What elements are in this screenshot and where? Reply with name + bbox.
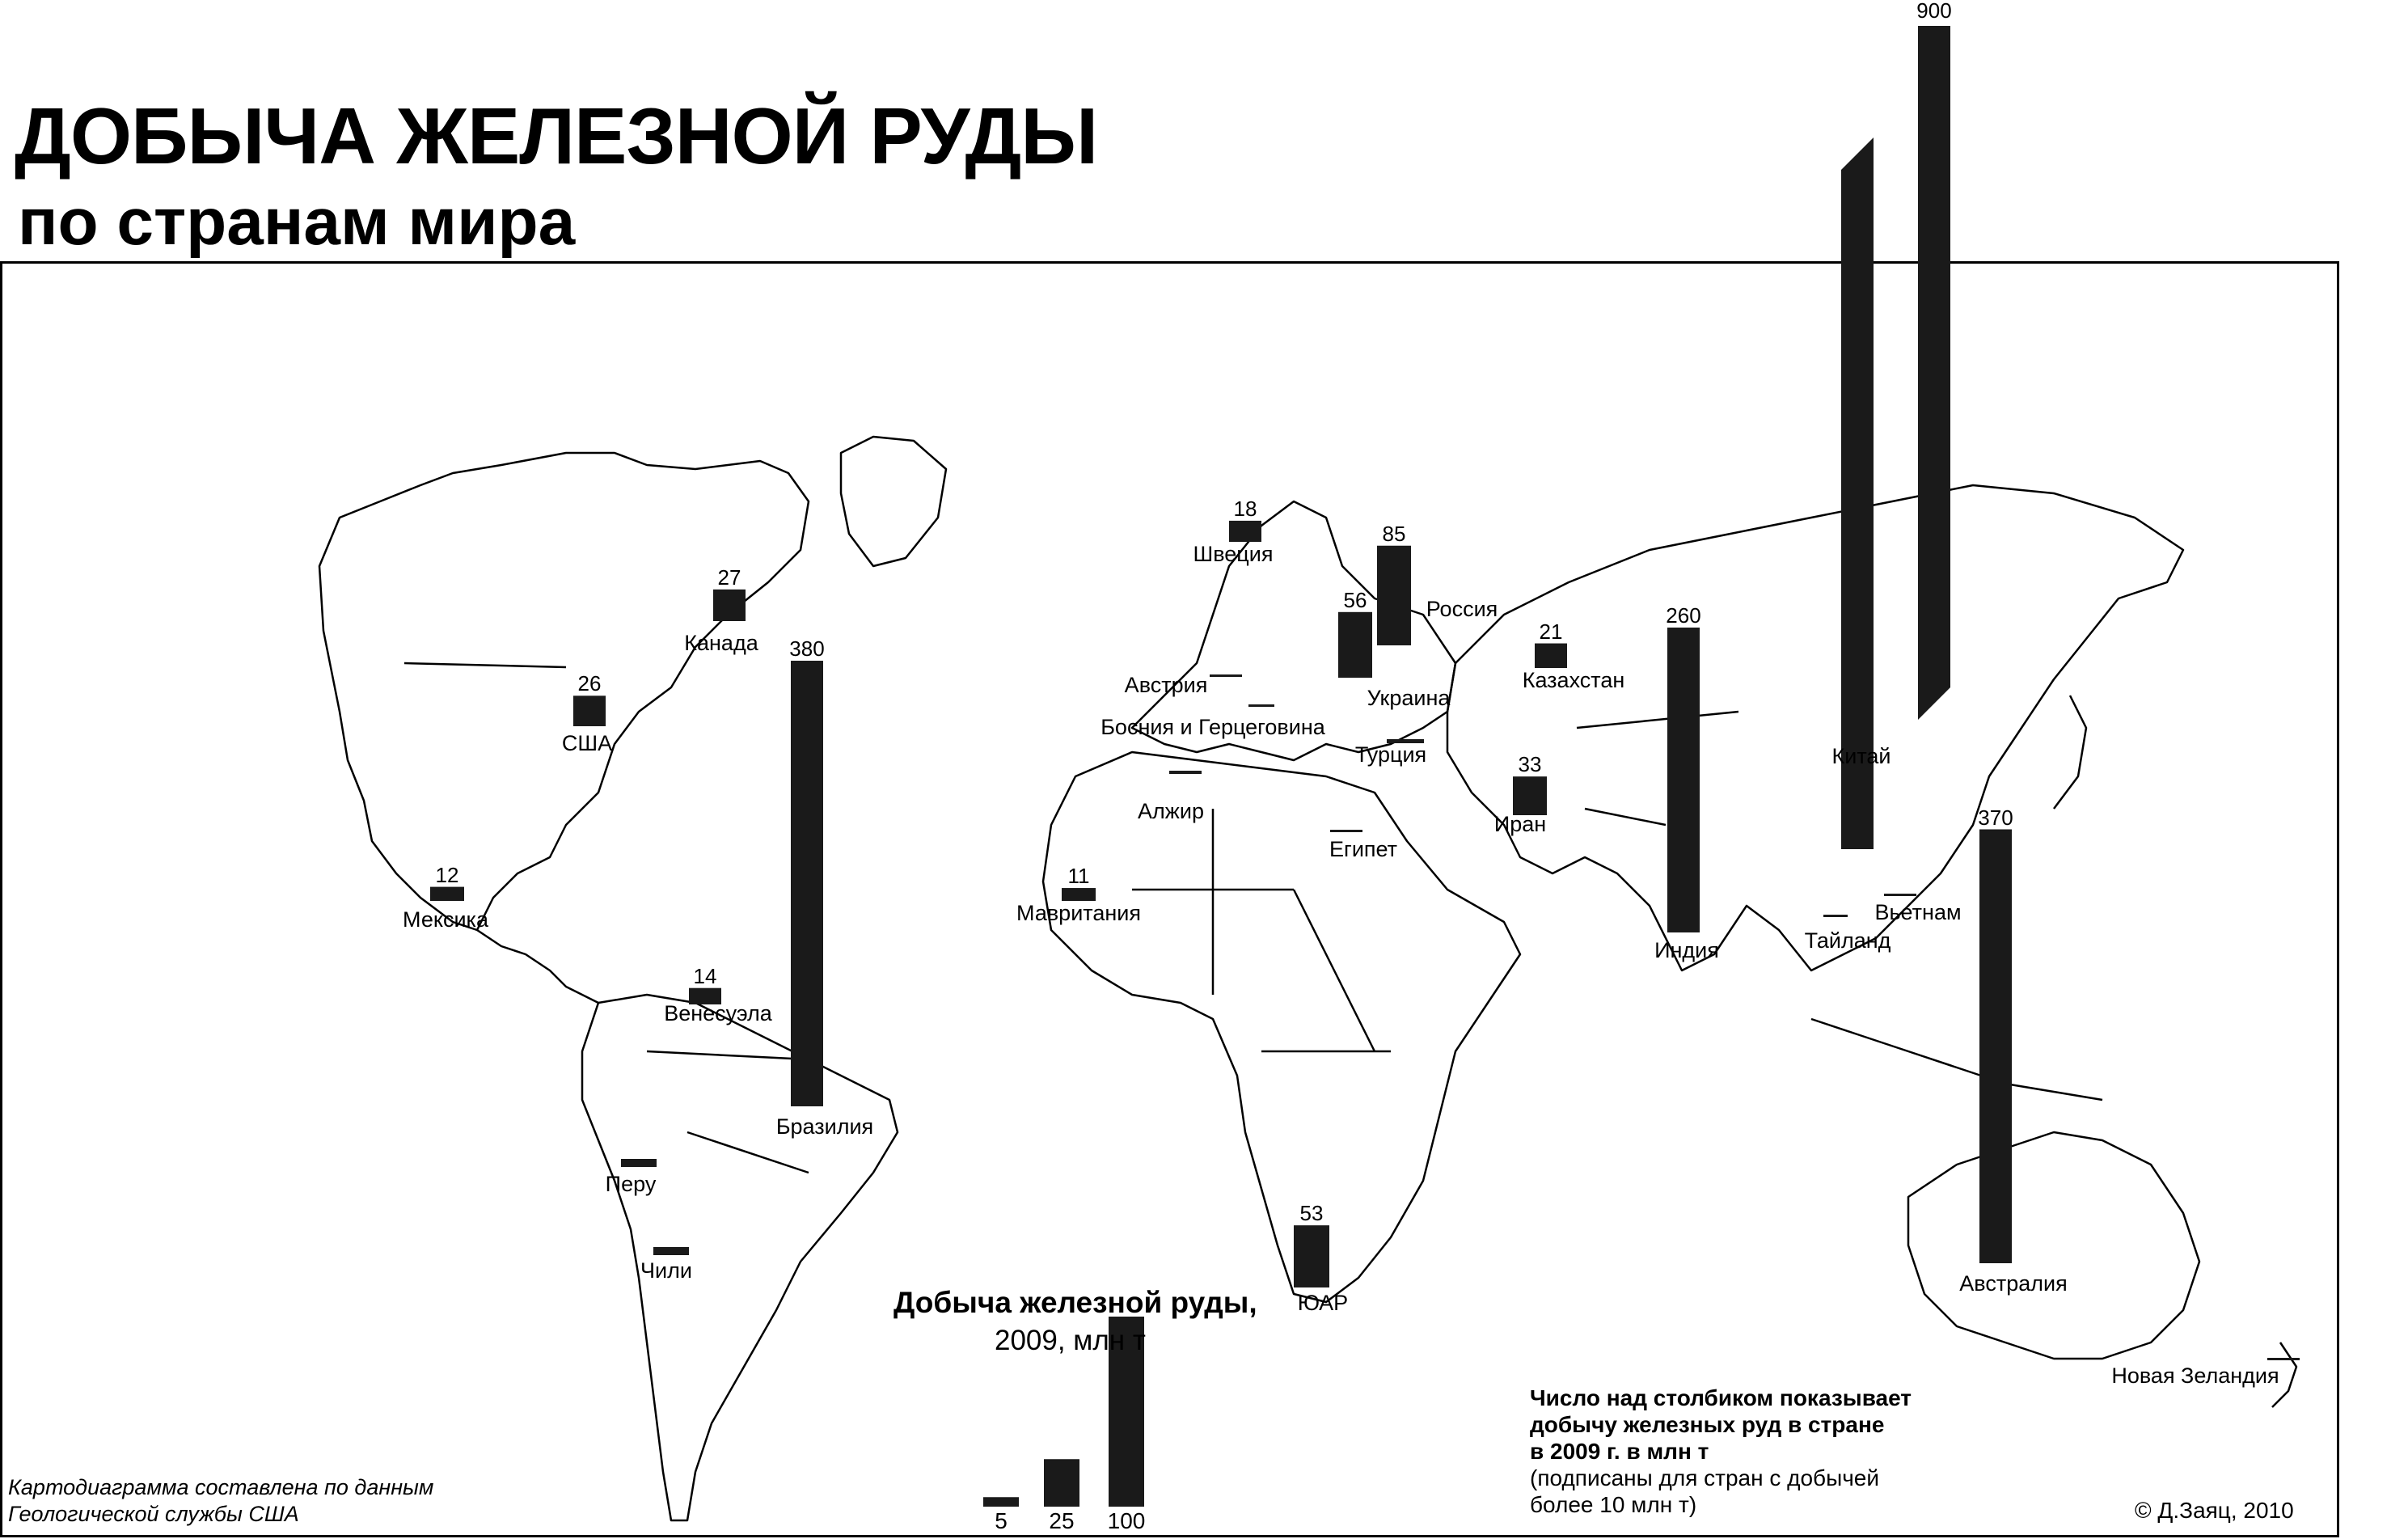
- production-bars: [430, 26, 2300, 1360]
- country-label-9: США: [561, 731, 613, 755]
- asia-outline: [1447, 485, 2183, 970]
- country-label-11: Швеция: [1193, 542, 1274, 566]
- source-note: [8, 1474, 574, 1528]
- value-label-8: 27: [717, 564, 741, 590]
- note-line-1: Число над столбиком показывает: [1530, 1385, 1912, 1410]
- bar-21: [1248, 704, 1274, 707]
- country-label-7: Иран: [1493, 812, 1547, 836]
- bar-20: [1210, 674, 1242, 677]
- source-line-2: Геологической службы США: [8, 1502, 299, 1526]
- bar-6: [1294, 1225, 1329, 1287]
- bar-10: [1535, 644, 1567, 668]
- country-label-17: Турция: [1354, 742, 1427, 767]
- bar-16: [653, 1247, 689, 1255]
- explanation-note: [1530, 1385, 1983, 1518]
- australia-outline: [1908, 1132, 2199, 1359]
- value-label-4: 85: [1382, 521, 1406, 546]
- country-label-22: Вьетнам: [1874, 900, 1962, 924]
- country-label-6: ЮАР: [1297, 1291, 1349, 1315]
- bar-2: [1979, 830, 2012, 1264]
- country-label-2: Австралия: [1959, 1271, 2068, 1296]
- country-label-14: Венесуэла: [664, 1001, 772, 1025]
- legend-label-5: 5: [995, 1508, 1008, 1533]
- central-america-outline: [477, 930, 598, 1003]
- legend-bar-5: [983, 1497, 1019, 1507]
- asia-borders: [1577, 712, 1738, 890]
- note-line-3: в 2009 г. в млн т: [1530, 1439, 1709, 1464]
- bar-8: [713, 590, 746, 621]
- bar-24: [2267, 1358, 2300, 1360]
- value-label-7: 33: [1518, 752, 1542, 777]
- bar-china-lower: [1841, 137, 1874, 849]
- bar-1: [791, 661, 823, 1106]
- value-label-2: 370: [1978, 805, 2013, 830]
- country-label-18: Алжир: [1138, 799, 1204, 823]
- note-line-2: добычу железных руд в стране: [1530, 1412, 1885, 1437]
- us-canada-border: [404, 663, 566, 667]
- value-label-10: 21: [1539, 619, 1563, 644]
- legend-bar-25: [1044, 1459, 1079, 1507]
- bar-china-upper: [1918, 26, 1950, 720]
- legend-subtitle: 2009, млн т: [995, 1325, 1146, 1356]
- bar-3: [1667, 628, 1700, 932]
- africa-outline: [1043, 752, 1520, 1302]
- bar-12: [430, 887, 464, 901]
- north-america-outline: [319, 453, 809, 930]
- south-america-outline: [582, 995, 898, 1520]
- country-label-13: Мавритания: [1016, 901, 1141, 925]
- bar-5: [1338, 612, 1372, 678]
- bar-13: [1062, 888, 1096, 901]
- country-label-8: Канада: [684, 631, 758, 655]
- country-label-12: Мексика: [403, 907, 488, 932]
- bar-19: [1330, 830, 1362, 832]
- country-label-1: Бразилия: [775, 1114, 874, 1139]
- value-label-13: 11: [1067, 864, 1090, 889]
- value-label-6: 53: [1299, 1201, 1324, 1226]
- value-label-9: 26: [577, 671, 602, 696]
- legend-title: Добыча железной руды,: [893, 1286, 1257, 1319]
- greenland-outline: [841, 437, 946, 566]
- source-line-1: Картодиаграмма составлена по данным: [8, 1475, 434, 1499]
- value-label-1: 380: [789, 636, 825, 661]
- country-label-15: Перу: [605, 1172, 657, 1196]
- legend-label-100: 100: [1107, 1508, 1146, 1533]
- country-label-0: Китай: [1831, 744, 1891, 768]
- bar-23: [1823, 915, 1848, 917]
- country-label-23: Тайланд: [1804, 928, 1891, 953]
- value-label-5: 56: [1343, 587, 1367, 612]
- note-line-5: более 10 млн т): [1530, 1492, 1697, 1517]
- bar-22: [1884, 894, 1916, 896]
- indonesia-outline: [1811, 1019, 2102, 1100]
- value-label-china: 900: [1916, 0, 1952, 23]
- country-label-4: Россия: [1426, 597, 1498, 621]
- bar-9: [573, 696, 606, 726]
- country-label-3: Индия: [1654, 938, 1719, 962]
- value-label-11: 18: [1233, 496, 1257, 521]
- country-label-16: Чили: [640, 1258, 692, 1283]
- note-line-4: (подписаны для стран с добычей: [1530, 1465, 1880, 1490]
- japan-outline: [2054, 696, 2086, 809]
- bar-7: [1513, 776, 1547, 815]
- country-label-20: Австрия: [1124, 673, 1208, 697]
- value-label-14: 14: [693, 963, 717, 988]
- south-america-borders: [647, 1051, 809, 1173]
- bar-4: [1377, 546, 1411, 645]
- copyright: © Д.Заяц, 2010: [2135, 1498, 2294, 1523]
- country-label-10: Казахстан: [1522, 668, 1625, 692]
- legend-label-25: 25: [1049, 1508, 1075, 1533]
- country-label-21: Босния и Герцеговина: [1100, 715, 1325, 739]
- map-title: ДОБЫЧА ЖЕЛЕЗНОЙ РУДЫ: [15, 91, 1098, 180]
- value-label-12: 12: [435, 862, 459, 887]
- country-label-5: Украина: [1367, 686, 1451, 710]
- bar-15: [621, 1159, 657, 1167]
- map-subtitle: по странам мира: [18, 185, 576, 259]
- bar-11: [1229, 521, 1261, 542]
- value-label-3: 260: [1666, 603, 1701, 628]
- country-label-24: Новая Зеландия: [2111, 1364, 2279, 1388]
- bar-18: [1169, 771, 1202, 774]
- country-label-19: Египет: [1329, 837, 1398, 861]
